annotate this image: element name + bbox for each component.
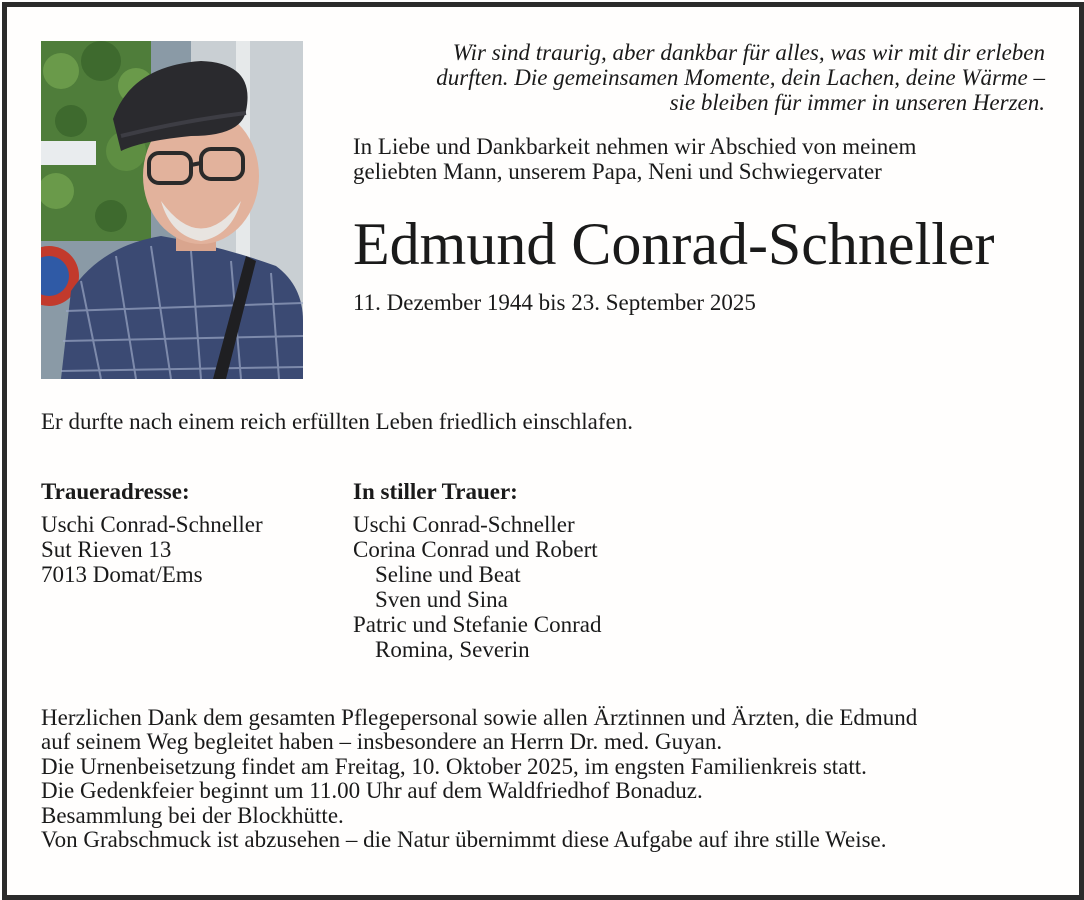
- thanks-line: Herzlichen Dank dem gesamten Pflegepersonal sowie allen Ärztinnen und Ärzten, die Edmund: [41, 705, 918, 730]
- farewell-intro: [353, 134, 916, 184]
- quote-line: durften. Die gemeinsamen Momente, dein Lachen, deine Wärme –: [436, 65, 1045, 90]
- intro-line: geliebten Mann, unserem Papa, Neni und Schwiegervater: [353, 159, 882, 184]
- thanks-line: auf seinem Weg begleitet haben – insbesondere an Herrn Dr. med. Guyan.: [41, 729, 723, 755]
- address-line: Uschi Conrad-Schneller: [41, 512, 263, 537]
- memorial-quote: [325, 40, 1045, 115]
- mourner-line: Romina, Severin: [375, 637, 530, 662]
- address-heading: Traueradresse:: [41, 479, 190, 504]
- deceased-name: Edmund Conrad-Schneller: [353, 211, 995, 277]
- thanks-line: Von Grabschmuck ist abzusehen – die Natur übernimmt diese Aufgabe auf ihre stille Weise.: [41, 827, 887, 853]
- mourner-line: Uschi Conrad-Schneller: [353, 512, 575, 537]
- quote-line: sie bleiben für immer in unseren Herzen.: [669, 90, 1045, 115]
- peace-line: Er durfte nach einem reich erfüllten Leben friedlich einschlafen.: [41, 409, 633, 434]
- thanks-line: Die Urnenbeisetzung findet am Freitag, 10. Oktober 2025, im engsten Familienkreis statt.: [41, 753, 867, 779]
- mourners-heading: In stiller Trauer:: [353, 479, 518, 504]
- thanks-and-service-info: [41, 706, 917, 852]
- quote-line: Wir sind traurig, aber dankbar für alles, was wir mit dir erleben: [452, 40, 1045, 65]
- mourner-line: Patric und Stefanie Conrad: [353, 612, 602, 637]
- mourner-line: Seline und Beat: [375, 562, 521, 587]
- mourner-line: Sven und Sina: [375, 587, 508, 612]
- mourner-line: Corina Conrad und Robert: [353, 537, 598, 562]
- intro-line: In Liebe und Dankbarkeit nehmen wir Abschied von meinem: [353, 134, 917, 159]
- life-dates: 11. Dezember 1944 bis 23. September 2025: [353, 290, 756, 315]
- thanks-line: Die Gedenkfeier beginnt um 11.00 Uhr auf dem Waldfriedhof Bonaduz.: [41, 778, 703, 804]
- portrait-photo: [41, 41, 303, 379]
- mourning-address: [41, 479, 263, 587]
- address-line: 7013 Domat/Ems: [41, 562, 203, 587]
- portrait-illustration: [41, 41, 303, 379]
- thanks-line: Besammlung bei der Blockhütte.: [41, 802, 344, 828]
- address-line: Sut Rieven 13: [41, 537, 172, 562]
- obituary-frame: [2, 2, 1084, 900]
- mourners-list: [353, 479, 601, 662]
